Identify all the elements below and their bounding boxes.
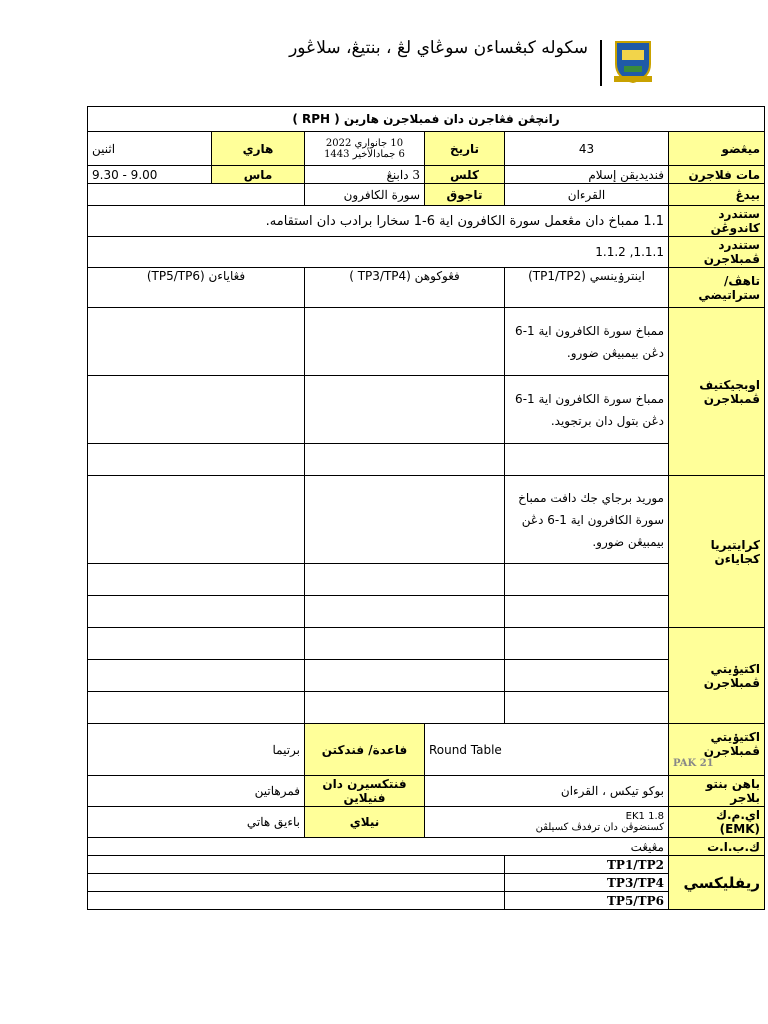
bidang-value: القرءان <box>505 184 669 206</box>
subject-label: ميڠضو <box>669 132 765 166</box>
sp-value: 1.1.1, 1.1.2 <box>88 237 669 268</box>
nilai-label: نيلاي <box>305 807 425 838</box>
objektif-tp34-1 <box>305 308 505 376</box>
aktiviti-tp12-2 <box>505 660 669 692</box>
kriteria-tp34-3 <box>305 596 505 628</box>
day-value: اثنين <box>88 132 212 166</box>
nilai-value: باءيق هاتي <box>88 807 305 838</box>
aktiviti-tp56-1 <box>88 628 305 660</box>
refleksi-tp1: TP1/TP2 <box>505 856 669 874</box>
aktiviti-tp34-3 <box>305 692 505 724</box>
kriteria-1: موريد برجاي جك دافت ممباخ سورة الكافرون اية 1-6 دڠن بيمبيڠن ضورو. <box>505 476 669 564</box>
objektif-1: ممباخ سورة الكافرون اية 1-6 دڠن بيمبيڠن ضورو. <box>505 308 669 376</box>
aktiviti-tp56-3 <box>88 692 305 724</box>
aktiviti2-label: اكتيۏيتي ڤمبلاجرن <box>703 730 760 758</box>
date-hijri: 6 جمادالأخير 1443 <box>324 148 405 160</box>
tajuk-label: تاجوق <box>425 184 505 206</box>
kriteria-tp56-3 <box>88 596 305 628</box>
kriteria-tp56-1 <box>88 476 305 564</box>
objektif-tp56-3 <box>88 444 305 476</box>
masa-label: ماس <box>212 166 305 184</box>
kriteria-tp34-1 <box>305 476 505 564</box>
emk-value: كسنضوڤن دان ترفدڤ كسيلڤن <box>535 822 664 833</box>
sk-label: ستندرد کاندوڠن <box>669 206 765 237</box>
school-crest-icon <box>612 38 654 84</box>
objektif-tp12-3 <box>505 444 669 476</box>
refleksi-tp2: TP3/TP4 <box>505 874 669 892</box>
form-title: رانچڠن فڠاجرن دان فمبلاجرن هارين ( RPH ) <box>88 107 765 132</box>
mata-pelajaran-label: مات فلاجرن <box>669 166 765 184</box>
aktiviti2-cell <box>669 724 765 776</box>
aktiviti-label: اكتيۏيتي ڤمبلاجرن <box>669 628 765 724</box>
aktiviti-tp56-2 <box>88 660 305 692</box>
objektif-tp56-1 <box>88 308 305 376</box>
aktiviti-tp34-1 <box>305 628 505 660</box>
tahap-label: تاهڤ/ ستراتيضي <box>669 268 765 308</box>
objektif-tp34-2 <box>305 376 505 444</box>
objektif-tp34-3 <box>305 444 505 476</box>
sp-label: ستندرد ڤمبلاجرن <box>669 237 765 268</box>
date-masihi: 10 جانواري 2022 <box>325 137 404 149</box>
masa-value: 9.30 - 9.00 <box>88 166 212 184</box>
tp-col3: فڠاياءن (TP5/TP6) <box>88 268 305 308</box>
tajuk-value: سورة الكافرون <box>305 184 425 206</box>
page-header <box>0 0 768 100</box>
school-name: سكوله كبڠساءن سوڠاي لڠ ، بنتيڠ، سلاڠور <box>289 38 588 58</box>
kbat-value: مڠيڠت <box>88 838 669 856</box>
pak21-label: PAK 21 <box>673 758 714 769</box>
emk-label: اي.م.ك (EMK) <box>669 807 765 838</box>
kriteria-tp12-3 <box>505 596 669 628</box>
refleksi-label: ريفليكسي <box>669 856 765 910</box>
tp-col2: فڠوكوهن (TP3/TP4 ) <box>305 268 505 308</box>
day-label: هاري <box>212 132 305 166</box>
objektif-tp56-2 <box>88 376 305 444</box>
header-divider <box>600 40 602 86</box>
empty-cell <box>88 184 305 206</box>
mata-pelajaran-value: فنديديقن إسلام <box>505 166 669 184</box>
refleksi-tp3-notes <box>88 892 505 910</box>
emk-cell <box>425 807 669 838</box>
kriteria-label: كرايتيريا كجاياءن <box>669 476 765 628</box>
date-label: تاريخ <box>425 132 505 166</box>
aktiviti-tp12-3 <box>505 692 669 724</box>
emk-code: 1.8 EK1 <box>625 811 664 822</box>
faedah-label: فاعدة/ فندكتن <box>305 724 425 776</box>
objektif-label: اوبجيكتيف ڤمبلاجرن <box>669 308 765 476</box>
date-cell <box>305 132 425 166</box>
aktiviti-value: Round Table <box>425 724 669 776</box>
kriteria-tp56-2 <box>88 564 305 596</box>
sk-value: 1.1 ممباخ دان مڠعمل سورة الكافرون اية 6-1 سخارا برادب دان استقامه. <box>88 206 669 237</box>
rph-table <box>87 106 765 910</box>
week-value: 43 <box>505 132 669 166</box>
penilaian-value: فمرهاتين <box>88 776 305 807</box>
aktiviti-tp12-1 <box>505 628 669 660</box>
bidang-label: بيدڠ <box>669 184 765 206</box>
kelas-value: 3 دابنڠ <box>305 166 425 184</box>
bbm-label: باهن بنتو بلاجر <box>669 776 765 807</box>
refleksi-tp1-notes <box>88 856 505 874</box>
refleksi-tp3: TP5/TP6 <box>505 892 669 910</box>
bbm-value: بوكو تيكس ، القرءان <box>425 776 669 807</box>
penilaian-label: فنتكسيرن دان فنيلاين <box>305 776 425 807</box>
kriteria-tp34-2 <box>305 564 505 596</box>
objektif-2: ممباخ سورة الكافرون اية 1-6 دڠن بتول دان برتجويد. <box>505 376 669 444</box>
aktiviti-tp34-2 <box>305 660 505 692</box>
tp-col1: اينترۏينسي (TP1/TP2) <box>505 268 669 308</box>
kbat-label: ك.ب.ا.ت <box>669 838 765 856</box>
kelas-label: كلس <box>425 166 505 184</box>
refleksi-tp2-notes <box>88 874 505 892</box>
kriteria-tp12-2 <box>505 564 669 596</box>
faedah-value: برتيما <box>88 724 305 776</box>
